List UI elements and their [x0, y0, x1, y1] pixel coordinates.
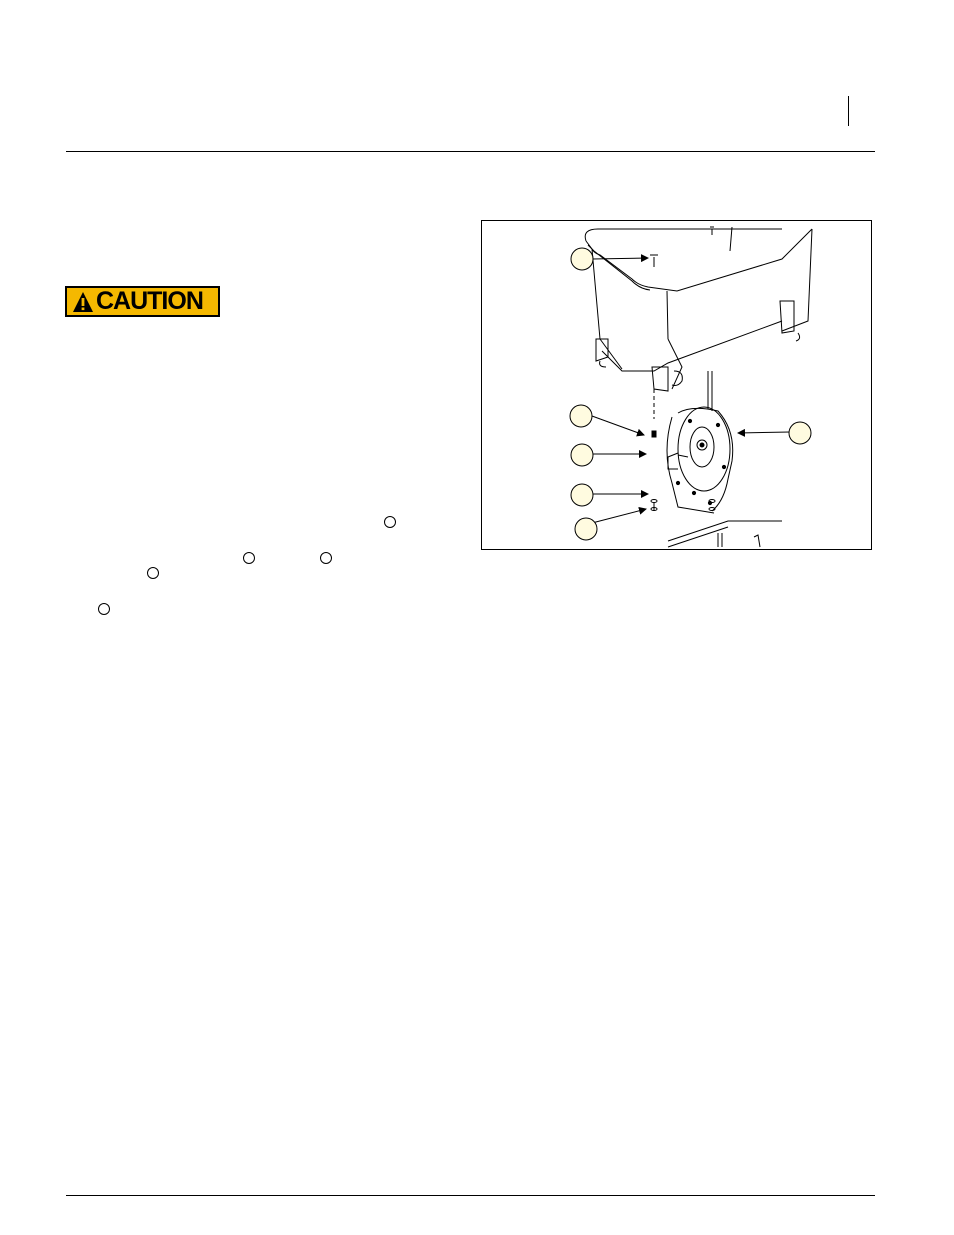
- callout-bubble: [575, 518, 597, 540]
- inline-callout-ref: [243, 552, 255, 564]
- hopper-assembly-drawing: [482, 221, 871, 549]
- callout-bubble: [789, 422, 811, 444]
- hopper-assembly-figure: [481, 220, 872, 550]
- header-tick-mark: [848, 96, 849, 126]
- warning-triangle-icon: [72, 291, 94, 313]
- callout-bubble: [570, 405, 592, 427]
- header-rule: [66, 151, 875, 152]
- caution-text: CAUTION: [96, 287, 203, 315]
- footer-rule: [66, 1195, 875, 1196]
- callout-bubble: [571, 248, 593, 270]
- callout-bubble: [571, 444, 593, 466]
- inline-callout-ref: [147, 567, 159, 579]
- caution-label: [65, 286, 220, 317]
- inline-callout-ref: [98, 603, 110, 615]
- callout-bubble: [571, 484, 593, 506]
- inline-callout-ref: [384, 516, 396, 528]
- inline-callout-ref: [320, 552, 332, 564]
